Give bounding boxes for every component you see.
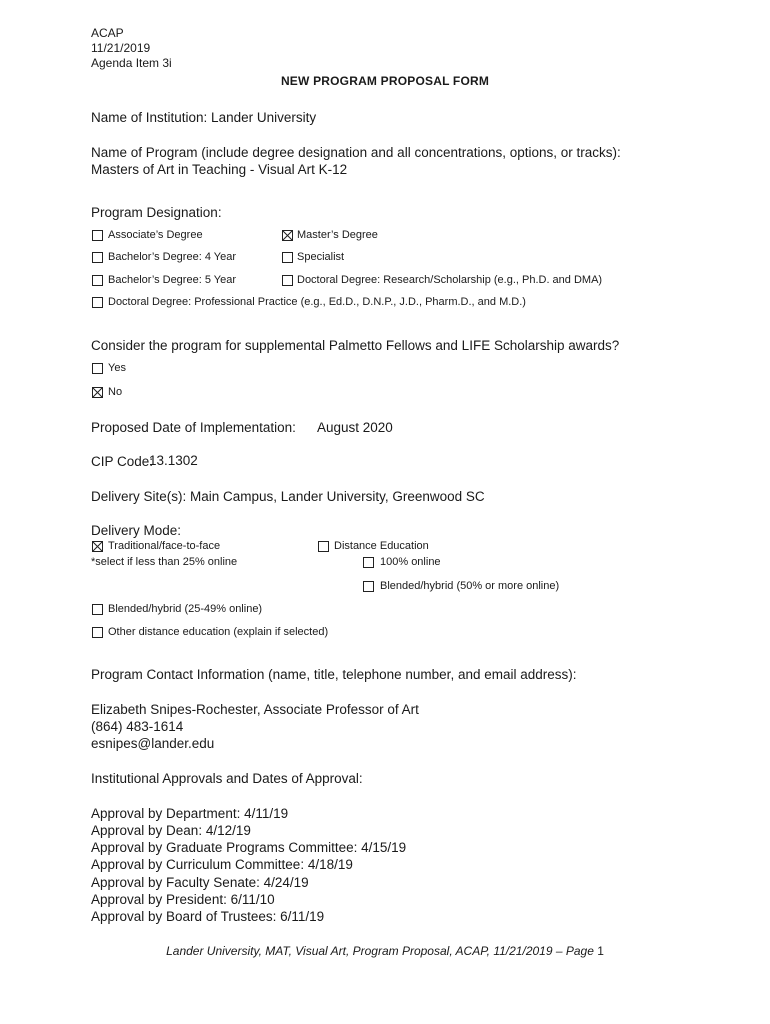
doctoral-professional-label: Doctoral Degree: Professional Practice (e.g., Ed.D., D.N.P., J.D., Pharm.D., and M.D.) — [108, 296, 526, 308]
cip-code-value: 13.1302 — [149, 453, 198, 468]
approval-department: Approval by Department: 4/11/19 — [91, 806, 289, 821]
implementation-label: Proposed Date of Implementation: — [91, 420, 296, 435]
footer-page-number: 1 — [597, 944, 604, 958]
bachelors-5-year-checkbox[interactable] — [92, 275, 103, 286]
masters-degree-label: Master’s Degree — [297, 229, 378, 241]
other-distance-label: Other distance education (explain if selected) — [108, 626, 329, 638]
approval-graduate-committee: Approval by Graduate Programs Committee: 4/15/19 — [91, 840, 407, 855]
contact-label: Program Contact Information (name, title, telephone number, and email address): — [91, 667, 577, 682]
blended-50-checkbox[interactable] — [363, 581, 374, 592]
bachelors-5-year-label: Bachelor’s Degree: 5 Year — [108, 274, 237, 286]
specialist-checkbox[interactable] — [282, 252, 293, 263]
check-x-icon — [93, 542, 102, 551]
bachelors-4-year-checkbox[interactable] — [92, 252, 103, 263]
page-footer — [0, 944, 770, 958]
program-designation-label: Program Designation: — [91, 205, 222, 220]
program-name-label: Name of Program (include degree designation and all concentrations, options, or tracks): — [91, 145, 621, 160]
check-x-icon — [93, 388, 102, 397]
masters-degree-checkbox[interactable] — [282, 230, 293, 241]
associates-degree-checkbox[interactable] — [92, 230, 103, 241]
blended-50-label: Blended/hybrid (50% or more online) — [380, 580, 560, 592]
form-title: NEW PROGRAM PROPOSAL FORM — [280, 74, 490, 88]
approval-dean: Approval by Dean: 4/12/19 — [91, 823, 251, 838]
distance-education-checkbox[interactable] — [318, 541, 329, 552]
online-100-checkbox[interactable] — [363, 557, 374, 568]
scholarship-question: Consider the program for supplemental Palmetto Fellows and LIFE Scholarship awards? — [91, 338, 620, 353]
header-line-agenda: Agenda Item 3i — [91, 56, 172, 70]
cip-code-label: CIP Code: — [91, 454, 154, 469]
contact-name: Elizabeth Snipes-Rochester, Associate Professor of Art — [91, 702, 419, 717]
doctoral-research-checkbox[interactable] — [282, 275, 293, 286]
check-x-icon — [283, 231, 292, 240]
online-100-label: 100% online — [380, 556, 441, 568]
contact-phone: (864) 483-1614 — [91, 719, 184, 734]
distance-education-label: Distance Education — [334, 540, 429, 552]
approvals-label: Institutional Approvals and Dates of Approval: — [91, 771, 363, 786]
associates-degree-label: Associate’s Degree — [108, 229, 203, 241]
specialist-label: Specialist — [297, 251, 345, 263]
traditional-checkbox[interactable] — [92, 541, 103, 552]
implementation-value: August 2020 — [317, 420, 393, 435]
program-name-value: Masters of Art in Teaching - Visual Art K-12 — [91, 162, 348, 177]
header-line-acap: ACAP — [91, 26, 124, 40]
doctoral-professional-checkbox[interactable] — [92, 297, 103, 308]
scholarship-no-label: No — [108, 386, 123, 398]
footer-text: Lander University, MAT, Visual Art, Program Proposal, ACAP, 11/21/2019 – Page — [166, 944, 598, 958]
header-line-date: 11/21/2019 — [91, 41, 151, 55]
scholarship-yes-label: Yes — [108, 362, 126, 374]
bachelors-4-year-label: Bachelor’s Degree: 4 Year — [108, 251, 237, 263]
doctoral-research-label: Doctoral Degree: Research/Scholarship (e.g., Ph.D. and DMA) — [297, 274, 603, 286]
contact-email: esnipes@lander.edu — [91, 736, 215, 751]
approval-president: Approval by President: 6/11/10 — [91, 892, 275, 907]
traditional-note: *select if less than 25% online — [91, 556, 238, 568]
traditional-label: Traditional/face-to-face — [108, 540, 221, 552]
delivery-mode-label: Delivery Mode: — [91, 523, 182, 538]
blended-25-49-label: Blended/hybrid (25-49% online) — [108, 603, 263, 615]
approval-board-of-trustees: Approval by Board of Trustees: 6/11/19 — [91, 909, 325, 924]
delivery-site: Delivery Site(s): Main Campus, Lander University, Greenwood SC — [91, 489, 485, 504]
blended-25-49-checkbox[interactable] — [92, 604, 103, 615]
scholarship-no-checkbox[interactable] — [92, 387, 103, 398]
institution-name: Name of Institution: Lander University — [91, 110, 317, 125]
approval-faculty-senate: Approval by Faculty Senate: 4/24/19 — [91, 875, 309, 890]
approval-curriculum-committee: Approval by Curriculum Committee: 4/18/19 — [91, 857, 353, 872]
scholarship-yes-checkbox[interactable] — [92, 363, 103, 374]
other-distance-checkbox[interactable] — [92, 627, 103, 638]
